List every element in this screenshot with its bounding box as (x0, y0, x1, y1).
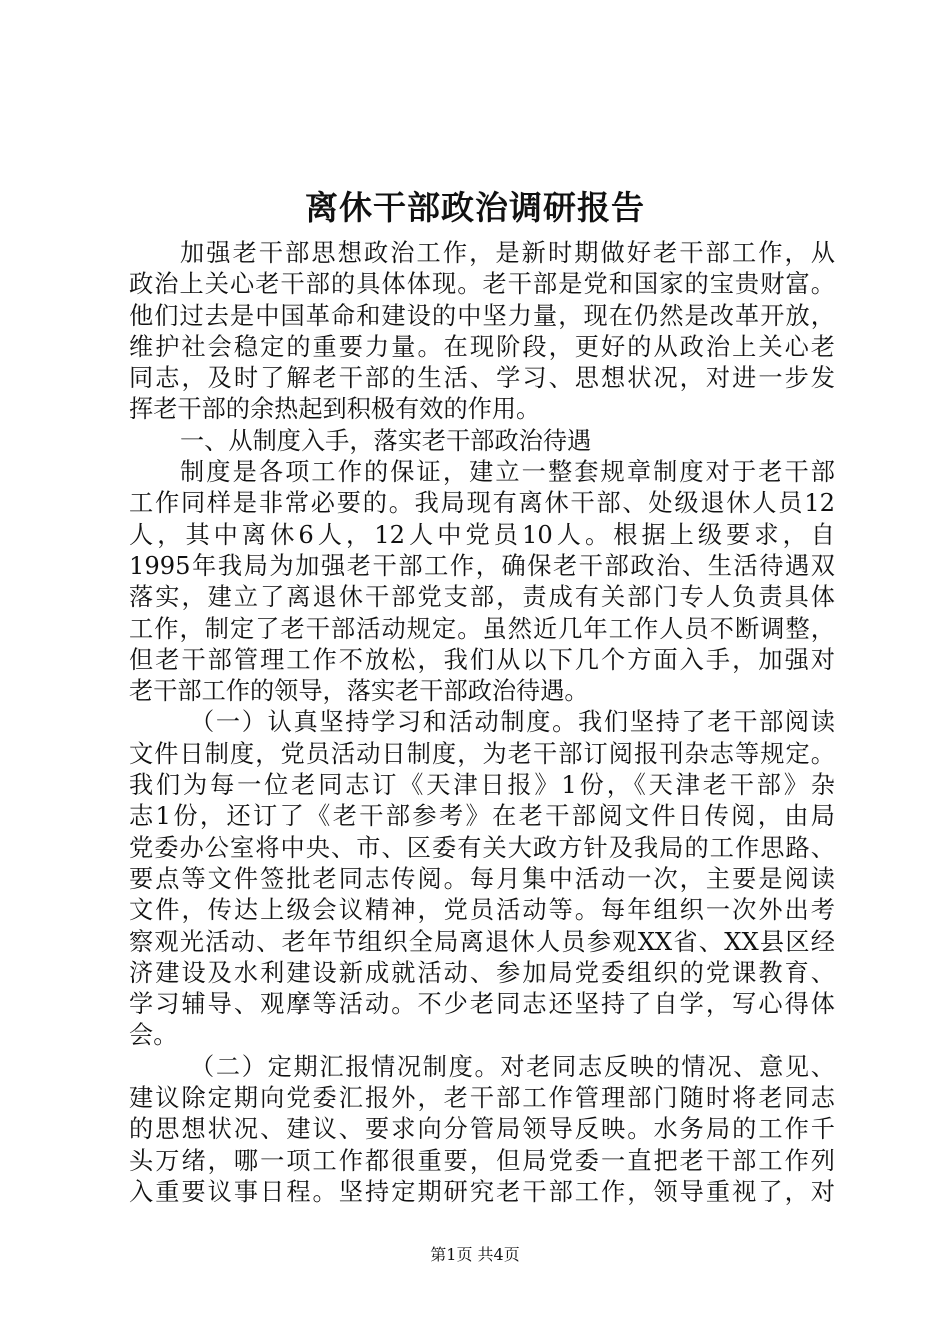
text-line: 会。 (129, 1021, 178, 1050)
section-heading: 一、从制度入手，落实老干部政治待遇 (180, 426, 592, 455)
text-line: 我们为每一位老同志订《天津日报》1份，《天津老干部》杂 (129, 771, 835, 800)
text-line: 1995年我局为加强老干部工作，确保老干部政治、生活待遇双 (129, 551, 835, 580)
text-line: 志1份，还订了《老干部参考》在老干部阅文件日传阅，由局 (129, 802, 835, 831)
text-line: 济建设及水利建设新成就活动、参加局党委组织的党课教育、 (129, 958, 835, 987)
page-footer: 第1页 共4页 (430, 1245, 520, 1264)
page-title: 离休干部政治调研报告 (305, 188, 645, 227)
text-line: 建议除定期向党委汇报外，老干部工作管理部门随时将老同志 (129, 1084, 835, 1113)
text-line: （二）定期汇报情况制度。对老同志反映的情况、意见、 (190, 1052, 835, 1081)
text-line: 的思想状况、建议、要求向分管局领导反映。水务局的工作千 (129, 1115, 835, 1144)
text-line: 加强老干部思想政治工作，是新时期做好老干部工作，从 (180, 239, 835, 267)
text-line: 挥老干部的余热起到积极有效的作用。 (129, 395, 541, 424)
text-line: 要点等文件签批老同志传阅。每月集中活动一次，主要是阅读 (129, 864, 835, 893)
text-line: 人，其中离休6人，12人中党员10人。根据上级要求，自 (129, 520, 835, 549)
text-line: 制度是各项工作的保证，建立一整套规章制度对于老干部 (180, 458, 835, 487)
text-line: 工作同样是非常必要的。我局现有离休干部、处级退休人员12 (129, 489, 835, 518)
text-line: 文件，传达上级会议精神，党员活动等。每年组织一次外出考 (129, 896, 835, 925)
document-body (129, 238, 835, 1208)
text-line: 同志，及时了解老干部的生活、学习、思想状况，对进一步发 (129, 364, 835, 393)
text-line: 党委办公室将中央、市、区委有关大政方针及我局的工作思路、 (129, 833, 835, 862)
text-line: 察观光活动、老年节组织全局离退休人员参观XX省、XX县区经 (129, 927, 835, 956)
text-line: 文件日制度，党员活动日制度，为老干部订阅报刊杂志等规定。 (129, 739, 835, 768)
text-line: 但老干部管理工作不放松，我们从以下几个方面入手，加强对 (129, 645, 835, 674)
text-line: 落实，建立了离退休干部党支部，责成有关部门专人负责具体 (129, 583, 835, 612)
text-line: 他们过去是中国革命和建设的中坚力量，现在仍然是改革开放， (129, 301, 835, 330)
text-line: 头万绪，哪一项工作都很重要，但局党委一直把老干部工作列 (129, 1146, 835, 1175)
text-line: 维护社会稳定的重要力量。在现阶段，更好的从政治上关心老 (129, 332, 835, 361)
text-line: 老干部工作的领导，落实老干部政治待遇。 (129, 677, 589, 706)
text-line: （一）认真坚持学习和活动制度。我们坚持了老干部阅读 (190, 708, 835, 737)
text-line: 学习辅导、观摩等活动。不少老同志还坚持了自学，写心得体 (129, 990, 835, 1019)
text-line: 政治上关心老干部的具体体现。老干部是党和国家的宝贵财富。 (129, 270, 835, 299)
text-line: 工作，制定了老干部活动规定。虽然近几年工作人员不断调整， (129, 614, 835, 643)
text-line: 入重要议事日程。坚持定期研究老干部工作，领导重视了，对 (129, 1177, 835, 1206)
